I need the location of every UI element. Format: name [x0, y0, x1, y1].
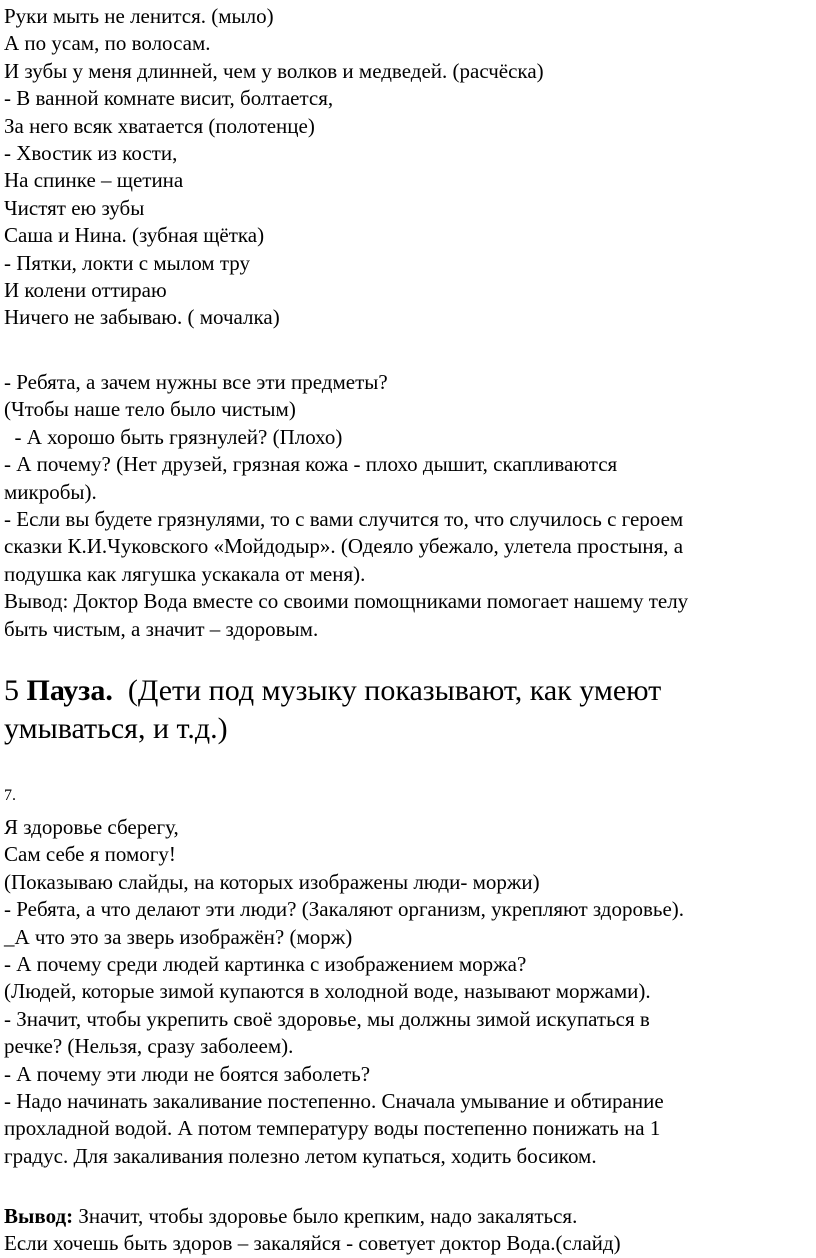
conclusion-text: Значит, чтобы здоровье было крепким, надо закаляться.	[73, 1204, 578, 1228]
pause-heading	[4, 672, 661, 748]
text-line: (Показываю слайды, на которых изображены люди- моржи)	[4, 869, 540, 894]
text-line: быть чистым, а значит – здоровым.	[4, 616, 319, 641]
text-line: Я здоровье сберегу,	[4, 815, 179, 839]
text-line: Чистят ею зубы	[4, 195, 145, 220]
text-line: Если хочешь быть здоров – закаляйся - советует доктор Вода.(слайд)	[4, 1231, 621, 1256]
section-number: 7.	[4, 787, 16, 804]
text-line: Вывод: Доктор Вода вместе со своими помощниками помогает нашему телу	[4, 589, 689, 614]
text-line: - А почему? (Нет друзей, грязная кожа - плохо дышит, скапливаются	[4, 452, 618, 477]
text-line: - Хвостик из кости,	[4, 141, 178, 166]
text-line: _А что это за зверь изображён? (морж)	[4, 924, 353, 949]
text-line: И зубы у меня длинней, чем у волков и медведей. (расчёска)	[4, 58, 544, 83]
text-line: (Чтобы наше тело было чистым)	[4, 397, 296, 422]
text-line: - Если вы будете грязнулями, то с вами случится то, что случилось с героем	[4, 507, 684, 532]
text-line: - В ванной комнате висит, болтается,	[4, 86, 334, 111]
text-line: сказки К.И.Чуковского «Мойдодыр». (Одеяло убежало, улетела простыня, а	[4, 534, 684, 559]
conclusion-line	[4, 1203, 621, 1230]
riddles-block	[4, 3, 544, 332]
hardening-block	[4, 814, 684, 1170]
text-line: Руки мыть не ленится. (мыло)	[4, 4, 274, 28]
heading-line-1	[4, 672, 661, 710]
heading-line-2: умываться, и т.д.)	[4, 712, 228, 745]
text-line: - Ребята, а зачем нужны все эти предметы?	[4, 370, 388, 394]
text-line: - Пятки, локти с мылом тру	[4, 250, 251, 275]
text-line: На спинке – щетина	[4, 168, 184, 193]
text-line: И колени оттираю	[4, 278, 167, 303]
text-line: микробы).	[4, 479, 97, 504]
text-line: А по усам, по волосам.	[4, 31, 211, 56]
text-line: речке? (Нельзя, сразу заболеем).	[4, 1034, 294, 1059]
text-line: Ничего не забываю. ( мочалка)	[4, 305, 280, 330]
text-line: - А почему эти люди не боятся заболеть?	[4, 1061, 371, 1086]
text-line: За него всяк хватается (полотенце)	[4, 113, 315, 138]
discussion-block	[4, 369, 688, 643]
text-line: - Ребята, а что делают эти люди? (Закаляют организм, укрепляют здоровье).	[4, 897, 685, 922]
text-line: подушка как лягушка ускакала от меня).	[4, 561, 366, 586]
text-line: градус. Для закаливания полезно летом купаться, ходить босиком.	[4, 1143, 597, 1168]
text-line: - Значит, чтобы укрепить своё здоровье, мы должны зимой искупаться в	[4, 1006, 650, 1031]
text-line: - Надо начинать закаливание постепенно. Сначала умывание и обтирание	[4, 1089, 664, 1114]
text-line: - А хорошо быть грязнулей? (Плохо)	[4, 424, 343, 449]
heading-bold: Пауза.	[26, 674, 113, 707]
conclusion-block	[4, 1203, 621, 1258]
text-line: Саша и Нина. (зубная щётка)	[4, 223, 265, 248]
heading-rest: (Дети под музыку показывают, как умеют	[112, 674, 662, 707]
conclusion-label: Вывод:	[4, 1204, 74, 1228]
heading-number: 5	[4, 674, 27, 707]
text-line: прохладной водой. А потом температуру воды постепенно понижать на 1	[4, 1116, 661, 1141]
text-line: - А почему среди людей картинка с изображением моржа?	[4, 952, 527, 977]
text-line: Сам себе я помогу!	[4, 842, 176, 867]
text-line: (Людей, которые зимой купаются в холодной воде, называют моржами).	[4, 979, 651, 1004]
